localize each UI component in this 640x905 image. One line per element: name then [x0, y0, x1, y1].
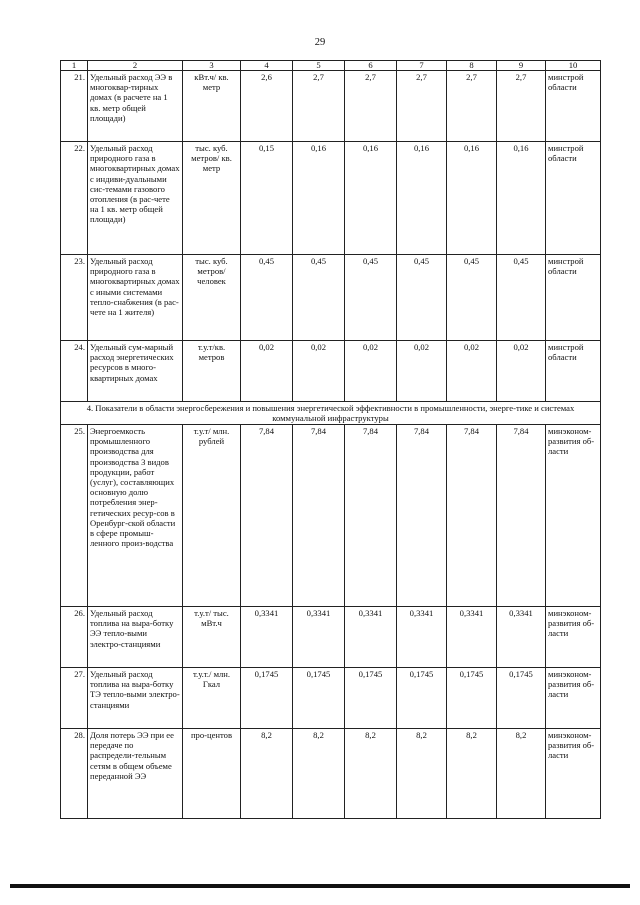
- value-cell: 8,2: [345, 729, 397, 819]
- value-cell: 7,84: [293, 425, 345, 607]
- unit: тыс. куб. метров/ человек: [183, 255, 241, 341]
- row-number: 26.: [61, 607, 88, 668]
- value-cell: 0,15: [241, 142, 293, 255]
- value-cell: 0,16: [497, 142, 546, 255]
- scan-edge-bar: [10, 884, 630, 888]
- value-cell: 0,02: [447, 341, 497, 402]
- value-cell: 0,1745: [345, 668, 397, 729]
- indicator-name: Энергоемкость промышленного производства для производства 3 видов продукции, работ (услуг), составляющих основную долю потребления энер-гетических ресур-сов в Оренбург-ской области в сфере промыш-ленного произ-водства: [88, 425, 183, 607]
- value-cell: 0,3341: [447, 607, 497, 668]
- table-row: [61, 607, 601, 668]
- value-cell: 8,2: [293, 729, 345, 819]
- responsible: минэконом-развития об-ласти: [546, 607, 601, 668]
- header-row: [61, 61, 601, 71]
- value-cell: 2,7: [447, 71, 497, 142]
- row-number: 25.: [61, 425, 88, 607]
- value-cell: 7,84: [497, 425, 546, 607]
- row-number: 24.: [61, 341, 88, 402]
- value-cell: 8,2: [397, 729, 447, 819]
- value-cell: 8,2: [241, 729, 293, 819]
- value-cell: 7,84: [447, 425, 497, 607]
- value-cell: 0,3341: [397, 607, 447, 668]
- value-cell: 0,45: [397, 255, 447, 341]
- responsible: минстрой области: [546, 255, 601, 341]
- header-cell: 4: [241, 61, 293, 71]
- value-cell: 0,02: [397, 341, 447, 402]
- value-cell: 0,45: [345, 255, 397, 341]
- value-cell: 2,7: [497, 71, 546, 142]
- value-cell: 0,02: [293, 341, 345, 402]
- header-cell: 6: [345, 61, 397, 71]
- value-cell: 0,02: [497, 341, 546, 402]
- value-cell: 2,7: [397, 71, 447, 142]
- header-cell: 1: [61, 61, 88, 71]
- section-heading: 4. Показатели в области энергосбережения и повышения энергетической эффективности в промышленности, энерге-тике и системах коммунальной инфраструктуры: [61, 402, 601, 425]
- value-cell: 0,3341: [345, 607, 397, 668]
- row-number: 22.: [61, 142, 88, 255]
- header-cell: 10: [546, 61, 601, 71]
- value-cell: 0,1745: [447, 668, 497, 729]
- value-cell: 0,02: [241, 341, 293, 402]
- responsible: минстрой области: [546, 71, 601, 142]
- value-cell: 0,3341: [497, 607, 546, 668]
- value-cell: 0,45: [447, 255, 497, 341]
- value-cell: 0,16: [397, 142, 447, 255]
- row-number: 28.: [61, 729, 88, 819]
- value-cell: 0,1745: [293, 668, 345, 729]
- header-cell: 9: [497, 61, 546, 71]
- responsible: минстрой области: [546, 341, 601, 402]
- value-cell: 2,7: [345, 71, 397, 142]
- value-cell: 0,02: [345, 341, 397, 402]
- row-number: 21.: [61, 71, 88, 142]
- unit: т.у.т/кв. метров: [183, 341, 241, 402]
- value-cell: 7,84: [241, 425, 293, 607]
- responsible: минэконом-развития об-ласти: [546, 425, 601, 607]
- unit: про-центов: [183, 729, 241, 819]
- value-cell: 0,16: [447, 142, 497, 255]
- unit: т.у.т./ млн. Гкал: [183, 668, 241, 729]
- indicator-name: Удельный расход топлива на выра-ботку ЭЭ тепло-выми электро-станциями: [88, 607, 183, 668]
- section-row: [61, 402, 601, 425]
- responsible: минэконом-развития об-ласти: [546, 729, 601, 819]
- indicator-name: Удельный расход ЭЭ в многоквар-тирных домах (в расчете на 1 кв. метр общей площади): [88, 71, 183, 142]
- row-number: 27.: [61, 668, 88, 729]
- table-row: [61, 729, 601, 819]
- value-cell: 7,84: [345, 425, 397, 607]
- responsible: минстрой области: [546, 142, 601, 255]
- value-cell: 7,84: [397, 425, 447, 607]
- unit: т.у.т/ тыс. мВт.ч: [183, 607, 241, 668]
- value-cell: 0,1745: [397, 668, 447, 729]
- indicator-name: Удельный расход природного газа в многоквартирных домах с иными системами тепло-снабжения (в рас-чете на 1 жителя): [88, 255, 183, 341]
- table-row: [61, 71, 601, 142]
- row-number: 23.: [61, 255, 88, 341]
- value-cell: 2,6: [241, 71, 293, 142]
- header-cell: 5: [293, 61, 345, 71]
- value-cell: 0,3341: [241, 607, 293, 668]
- value-cell: 0,1745: [241, 668, 293, 729]
- table-row: [61, 142, 601, 255]
- value-cell: 8,2: [497, 729, 546, 819]
- indicators-table: [60, 60, 601, 819]
- table-row: [61, 668, 601, 729]
- page-number: 29: [314, 37, 326, 48]
- header-cell: 8: [447, 61, 497, 71]
- header-cell: 7: [397, 61, 447, 71]
- indicator-name: Доля потерь ЭЭ при ее передаче по распредели-тельным сетям в общем объеме переданной ЭЭ: [88, 729, 183, 819]
- value-cell: 0,16: [345, 142, 397, 255]
- header-cell: 2: [88, 61, 183, 71]
- table-row: [61, 341, 601, 402]
- indicator-name: Удельный расход природного газа в многоквартирных домах с индиви-дуальными сис-темами газового отопления (в рас-чете на 1 кв. метр общей площади): [88, 142, 183, 255]
- responsible: минэконом-развития об-ласти: [546, 668, 601, 729]
- value-cell: 8,2: [447, 729, 497, 819]
- value-cell: 0,1745: [497, 668, 546, 729]
- table-row: [61, 425, 601, 607]
- value-cell: 0,16: [293, 142, 345, 255]
- unit: т.у.т/ млн. рублей: [183, 425, 241, 607]
- table-row: [61, 255, 601, 341]
- value-cell: 0,45: [241, 255, 293, 341]
- unit: тыс. куб. метров/ кв. метр: [183, 142, 241, 255]
- value-cell: 0,45: [293, 255, 345, 341]
- value-cell: 0,45: [497, 255, 546, 341]
- header-cell: 3: [183, 61, 241, 71]
- indicator-name: Удельный расход топлива на выра-ботку ТЭ тепло-выми электро-станциями: [88, 668, 183, 729]
- value-cell: 0,3341: [293, 607, 345, 668]
- unit: кВт.ч/ кв. метр: [183, 71, 241, 142]
- value-cell: 2,7: [293, 71, 345, 142]
- indicator-name: Удельный сум-марный расход энергетических ресурсов в много-квартирных домах: [88, 341, 183, 402]
